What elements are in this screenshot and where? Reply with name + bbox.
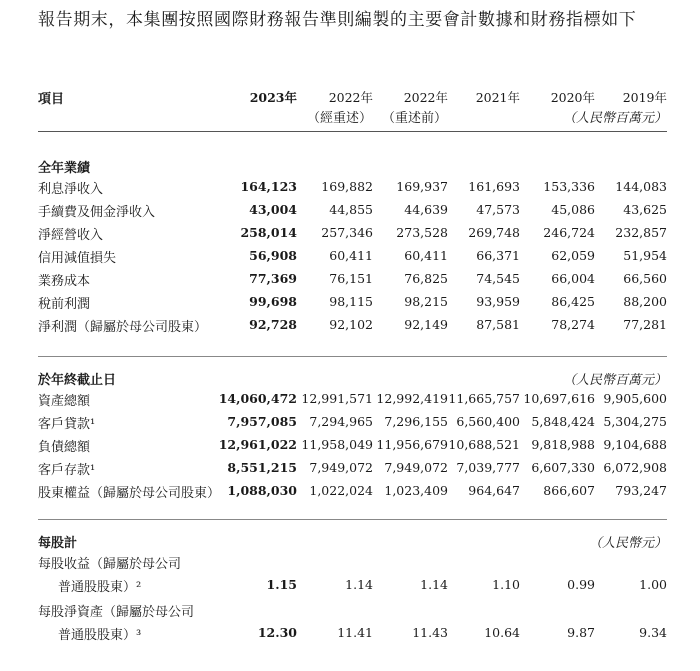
cell-value: 7,294,965	[309, 414, 373, 429]
cell-value: 98,215	[404, 294, 448, 309]
cell-value: 93,959	[476, 294, 520, 309]
cell-value: 45,086	[551, 202, 595, 217]
cell-value: 12,991,571	[301, 391, 373, 406]
column-header-2019: 2019年	[622, 90, 667, 105]
cell-value: 44,639	[404, 202, 448, 217]
cell-value-2023: 8,551,215	[227, 460, 297, 475]
cell-value: 1,022,024	[309, 483, 373, 498]
section-divider	[38, 519, 667, 520]
cell-value-2023: 14,060,472	[218, 391, 297, 406]
cell-value: 1.10	[492, 577, 520, 592]
section-unit-per-share: （人民幣元）	[588, 536, 667, 551]
cell-value: 11,665,757	[448, 391, 520, 406]
cell-value-2023: 7,957,085	[227, 414, 297, 429]
column-header-2023: 2023年	[249, 90, 297, 105]
cell-value: 5,848,424	[531, 414, 595, 429]
section-title-per-share: 每股計	[38, 536, 78, 551]
cell-value: 964,647	[468, 483, 520, 498]
cell-value: 6,072,908	[603, 460, 667, 475]
cell-value: 232,857	[615, 225, 667, 240]
cell-value: 161,693	[468, 179, 520, 194]
cell-value: 7,039,777	[456, 460, 520, 475]
column-note-restated: （經重述）	[307, 111, 373, 126]
cell-value-2023: 1,088,030	[227, 483, 297, 498]
header-unit: （人民幣百萬元）	[562, 111, 667, 126]
cell-value: 47,573	[476, 202, 520, 217]
header-divider	[38, 131, 667, 132]
row-label: 客戶貸款¹	[38, 417, 96, 432]
cell-value: 60,411	[404, 248, 448, 263]
column-note-original: （重述前）	[382, 111, 448, 126]
cell-value: 1.14	[420, 577, 448, 592]
cell-value: 246,724	[543, 225, 595, 240]
cell-value: 7,949,072	[384, 460, 448, 475]
cell-value: 11,958,049	[301, 437, 373, 452]
cell-value: 92,149	[404, 317, 448, 332]
cell-value: 9.87	[567, 625, 595, 640]
cell-value: 10,697,616	[523, 391, 595, 406]
cell-value: 76,825	[404, 271, 448, 286]
cell-value-2023: 164,123	[240, 179, 297, 194]
section-title-annual-results: 全年業績	[38, 161, 91, 176]
cell-value: 6,560,400	[456, 414, 520, 429]
cell-value: 6,607,330	[531, 460, 595, 475]
cell-value: 86,425	[551, 294, 595, 309]
row-label: 股東權益（歸屬於母公司股東）	[38, 486, 221, 501]
cell-value: 74,545	[476, 271, 520, 286]
cell-value: 44,855	[329, 202, 373, 217]
row-label: 資產總額	[38, 394, 91, 409]
cell-value: 866,607	[543, 483, 595, 498]
cell-value: 5,304,275	[603, 414, 667, 429]
cell-value: 1.14	[345, 577, 373, 592]
row-label: 每股淨資產（歸屬於母公司	[38, 605, 195, 620]
cell-value: 66,371	[476, 248, 520, 263]
column-header-2022-restated: 2022年	[328, 90, 373, 105]
cell-value: 12,992,419	[376, 391, 448, 406]
row-label: 每股收益（歸屬於母公司	[38, 557, 182, 572]
cell-value: 144,083	[615, 179, 667, 194]
cell-value: 60,411	[329, 248, 373, 263]
cell-value: 11.41	[337, 625, 373, 640]
cell-value-2023: 12.30	[257, 625, 297, 640]
row-label: 淨利潤（歸屬於母公司股東）	[38, 320, 208, 335]
cell-value: 0.99	[567, 577, 595, 592]
cell-value: 88,200	[623, 294, 667, 309]
cell-value: 169,937	[396, 179, 448, 194]
cell-value: 43,625	[623, 202, 667, 217]
row-label: 信用減值損失	[38, 251, 117, 266]
cell-value: 169,882	[321, 179, 373, 194]
section-unit-year-end: （人民幣百萬元）	[562, 373, 667, 388]
cell-value: 10,688,521	[448, 437, 520, 452]
cell-value-2023: 12,961,022	[218, 437, 297, 452]
cell-value: 92,102	[329, 317, 373, 332]
section-divider	[38, 356, 667, 357]
cell-value: 269,748	[468, 225, 520, 240]
cell-value-2023: 1.15	[266, 577, 297, 592]
cell-value: 7,296,155	[384, 414, 448, 429]
cell-value: 98,115	[329, 294, 373, 309]
cell-value-2023: 56,908	[249, 248, 297, 263]
section-title-year-end: 於年終截止日	[38, 373, 117, 388]
cell-value: 11.43	[412, 625, 448, 640]
cell-value: 9,905,600	[603, 391, 667, 406]
intro-text: 報告期末，本集團按照國際財務報告準則編製的主要會計數據和財務指標如下	[38, 10, 637, 30]
row-label: 手續費及佣金淨收入	[38, 205, 156, 220]
cell-value: 78,274	[551, 317, 595, 332]
cell-value: 1.00	[639, 577, 667, 592]
cell-value: 66,560	[623, 271, 667, 286]
cell-value: 77,281	[623, 317, 667, 332]
column-header-2021: 2021年	[475, 90, 520, 105]
cell-value-2023: 99,698	[249, 294, 297, 309]
row-label: 淨經營收入	[38, 228, 104, 243]
cell-value: 51,954	[623, 248, 667, 263]
row-label-continued: 普通股股東）²	[58, 580, 142, 595]
row-label: 客戶存款¹	[38, 463, 96, 478]
cell-value: 153,336	[543, 179, 595, 194]
cell-value-2023: 258,014	[240, 225, 297, 240]
column-header-item: 項目	[38, 92, 65, 107]
cell-value: 11,956,679	[376, 437, 448, 452]
cell-value-2023: 77,369	[249, 271, 297, 286]
cell-value: 7,949,072	[309, 460, 373, 475]
cell-value: 87,581	[476, 317, 520, 332]
column-header-2022-original: 2022年	[403, 90, 448, 105]
cell-value: 1,023,409	[384, 483, 448, 498]
cell-value: 9.34	[639, 625, 667, 640]
cell-value-2023: 92,728	[249, 317, 297, 332]
row-label-continued: 普通股股東）³	[58, 628, 142, 643]
cell-value: 793,247	[615, 483, 667, 498]
cell-value-2023: 43,004	[249, 202, 297, 217]
row-label: 利息淨收入	[38, 182, 104, 197]
cell-value: 66,004	[551, 271, 595, 286]
column-header-2020: 2020年	[550, 90, 595, 105]
cell-value: 9,818,988	[531, 437, 595, 452]
cell-value: 9,104,688	[603, 437, 667, 452]
row-label: 稅前利潤	[38, 297, 91, 312]
cell-value: 10.64	[484, 625, 520, 640]
cell-value: 273,528	[396, 225, 448, 240]
cell-value: 62,059	[551, 248, 595, 263]
cell-value: 76,151	[329, 271, 373, 286]
row-label: 負債總額	[38, 440, 91, 455]
cell-value: 257,346	[321, 225, 373, 240]
row-label: 業務成本	[38, 274, 91, 289]
